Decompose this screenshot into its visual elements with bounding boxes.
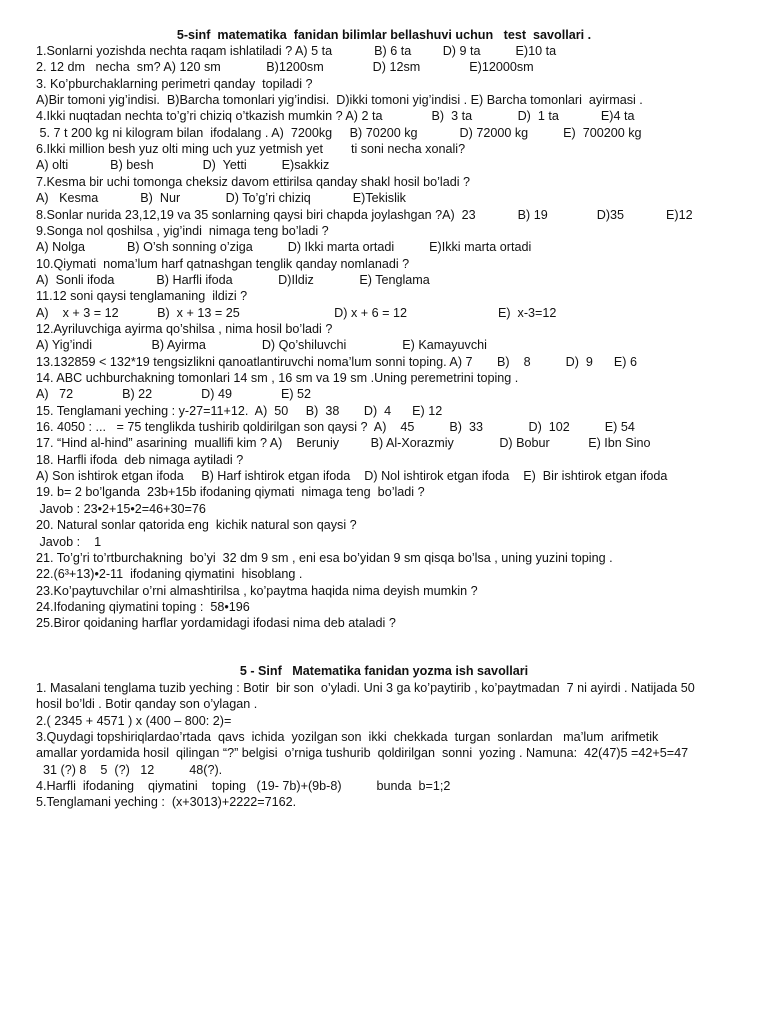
test-line: A) Nolga B) O’sh sonning o’ziga D) Ikki marta ortadi E)Ikki marta ortadi	[36, 240, 532, 255]
test-line: A)Bir tomoni yig’indisi. B)Barcha tomonlari yig’indisi. D)ikki tomoni yig’indisi . E) Barcha tomonlari ayirmasi .	[36, 93, 643, 108]
test-line: 24.Ifodaning qiymatini toping : 58•196	[36, 599, 250, 614]
test-line: 8.Sonlar nurida 23,12,19 va 35 sonlarning qaysi biri chapda joylashgan ?A) 23 B) 19 D)35 E)12	[36, 207, 693, 222]
test-line: Javob : 1	[36, 534, 102, 549]
written-line: 5.Tenglamani yeching : (x+3013)+2222=7162.	[36, 795, 297, 810]
test-line: 13.132859 < 132*19 tengsizlikni qanoatlantiruvchi noma’lum sonni toping. A) 7 B) 8 D) 9 E) 6	[36, 354, 637, 369]
test-line: A) Yig’indi B) Ayirma D) Qo’shiluvchi E) Kamayuvchi	[36, 338, 487, 353]
test-line: 9.Songa nol qoshilsa , yig’indi nimaga teng bo’ladi ?	[36, 223, 329, 238]
test-line: 10.Qiymati noma’lum harf qatnashgan tenglik qanday nomlanadi ?	[36, 256, 410, 271]
test-line: 16. 4050 : ... = 75 tenglikda tushirib qoldirilgan son qaysi ? A) 45 B) 33 D) 102 E) 54	[36, 420, 635, 435]
test-line: 14. ABC uchburchakning tomonlari 14 sm , 16 sm va 19 sm .Uning peremetrini toping .	[36, 371, 519, 385]
test-line: 3. Ko’pburchaklarning perimetri qanday topiladi ?	[36, 76, 313, 91]
test-line: 23.Ko’paytuvchilar o’rni almashtirilsa , ko’paytma haqida nima deyish mumkin ?	[36, 583, 478, 598]
test-line: 11.12 soni qaysi tenglamaning ildizi ?	[36, 289, 248, 304]
test-line: A) Kesma B) Nur D) To’g’ri chiziq E)Tekislik	[36, 191, 406, 206]
test-line: 18. Harfli ifoda deb nimaga aytiladi ?	[36, 452, 244, 467]
test-line: 1.Sonlarni yozishda nechta raqam ishlatiladi ? A) 5 ta B) 6 ta D) 9 ta E)10 ta	[36, 44, 557, 58]
written-line: 3.Quydagi topshiriqlardao’rtada qavs ichida yozilgan son ikki chekkada turgan sonlardan ma’lum arifmetik	[36, 729, 659, 744]
test-line: 20. Natural sonlar qatorida eng kichik natural son qaysi ?	[36, 518, 357, 533]
written-title: 5 - Sinf Matematika fanidan yozma ish savollari	[239, 664, 529, 678]
written-line: hosil bo’ldi . Botir qanday son o’ylagan .	[36, 697, 258, 712]
written-line: 1. Masalani tenglama tuzib yeching : Botir bir son o’yladi. Uni 3 ga ko’paytirib , ko’paytmadan 7 ni ayirdi . Natijada 50	[36, 681, 695, 695]
test-line: A) Son ishtirok etgan ifoda B) Harf ishtirok etgan ifoda D) Nol ishtirok etgan ifoda E) Bir ishtirok etgan ifoda	[36, 469, 668, 484]
written-line: amallar yordamida hosil qilingan “?” belgisi o’rniga tushurib qoldirilgan sonni yozing . Namuna: 42(47)5 =42+5=47	[36, 746, 689, 761]
test-line: A) olti B) besh D) Yetti E)sakkiz	[36, 158, 330, 173]
written-line: 4.Harfli ifodaning qiymatini toping (19- 7b)+(9b-8) bunda b=1;2	[36, 778, 451, 793]
test-line: 21. To’g’ri to’rtburchakning bo’yi 32 dm 9 sm , eni esa bo’yidan 9 sm qisqa bo’lsa , uning yuzini toping .	[36, 550, 613, 565]
test-line: Javob : 23•2+15•2=46+30=76	[36, 501, 206, 516]
test-line: A) Sonli ifoda B) Harfli ifoda D)Ildiz E) Tenglama	[36, 272, 430, 287]
test-line: 25.Biror qoidaning harflar yordamidagi ifodasi nima deb ataladi ?	[36, 616, 396, 631]
test-line: 6.Ikki million besh yuz olti ming uch yuz yetmish yet ti soni necha xonali?	[36, 142, 466, 157]
test-line: A) 72 B) 22 D) 49 E) 52	[36, 387, 312, 402]
test-line: 17. “Hind al-hind” asarining muallifi kim ? A) Beruniy B) Al-Xorazmiy D) Bobur E) Ibn Sino	[36, 436, 651, 451]
test-line: 4.Ikki nuqtadan nechta to’g’ri chiziq o’tkazish mumkin ? A) 2 ta B) 3 ta D) 1 ta E)4 ta	[36, 109, 635, 124]
test-line: 22.(6³+13)•2-11 ifodaning qiymatini hisoblang .	[36, 567, 303, 582]
test-title: 5-sinf matematika fanidan bilimlar bellashuvi uchun test savollari .	[176, 28, 592, 42]
written-line: 31 (?) 8 5 (?) 12 48(?).	[36, 762, 223, 777]
test-line: 19. b= 2 bo’lganda 23b+15b ifodaning qiymati nimaga teng bo’ladi ?	[36, 485, 425, 500]
test-line: 5. 7 t 200 kg ni kilogram bilan ifodalang . A) 7200kg B) 70200 kg D) 72000 kg E) 700200 kg	[36, 125, 642, 140]
test-line: 7.Kesma bir uchi tomonga cheksiz davom ettirilsa qanday shakl hosil bo’ladi ?	[36, 174, 471, 189]
test-line: 15. Tenglamani yeching : y-27=11+12. A) 50 B) 38 D) 4 E) 12	[36, 403, 443, 418]
written-line: 2.( 2345 + 4571 ) x (400 – 800: 2)=	[36, 713, 232, 728]
test-line: 12.Ayriluvchiga ayirma qo’shilsa , nima hosil bo’ladi ?	[36, 321, 333, 336]
test-line: 2. 12 dm necha sm? A) 120 sm B)1200sm D) 12sm E)12000sm	[36, 60, 534, 75]
test-line: A) x + 3 = 12 B) x + 13 = 25 D) x + 6 = 12 E) x-3=12	[36, 305, 557, 320]
